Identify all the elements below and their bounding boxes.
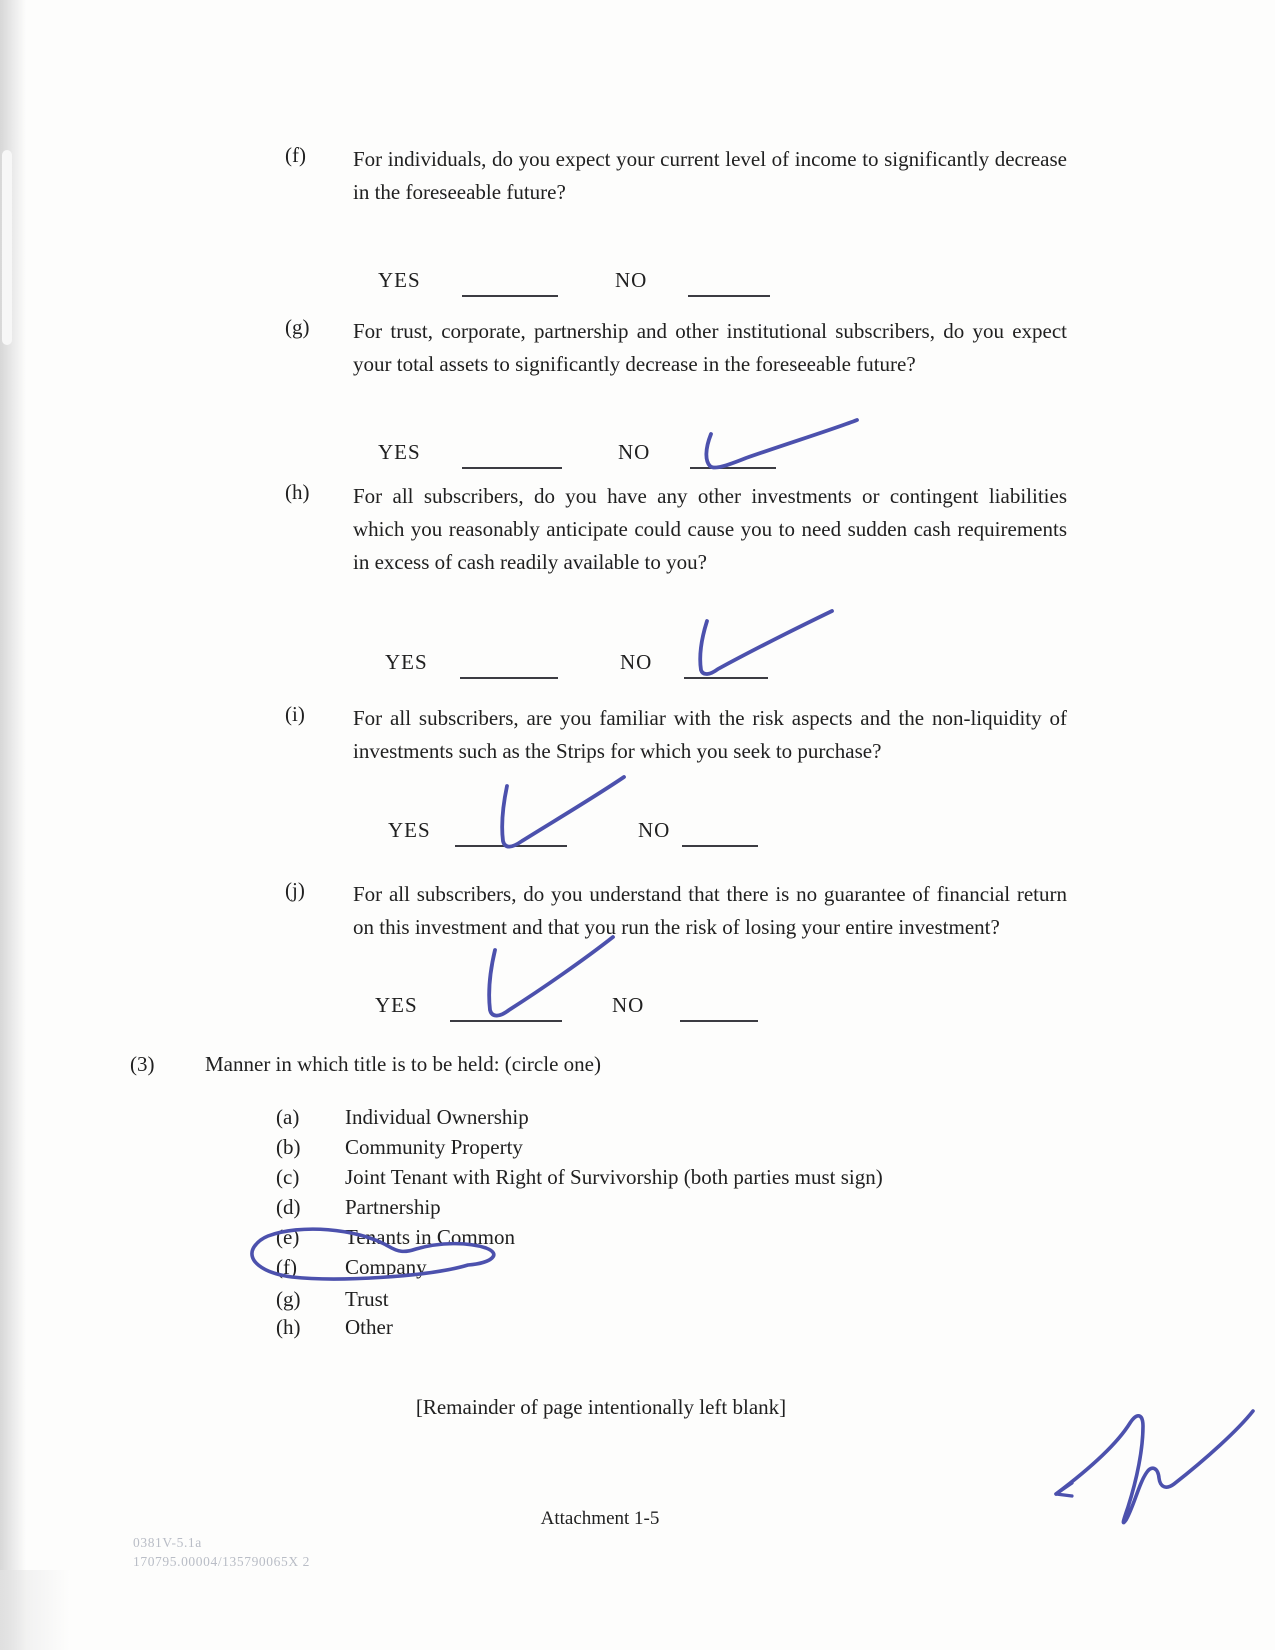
section-3-number: (3) <box>130 1052 155 1076</box>
option-a-letter: (a) <box>276 1105 300 1129</box>
option-f-letter: (f) <box>276 1255 297 1279</box>
no-label-i: NO <box>638 818 671 842</box>
remainder-note: [Remainder of page intentionally left blank] <box>415 1395 787 1419</box>
option-row-a <box>0 1105 1275 1135</box>
option-row-b <box>0 1135 1275 1165</box>
option-g-label: Trust <box>345 1287 389 1311</box>
scanner-edge-artifact-inner <box>2 150 12 345</box>
attachment-label: Attachment 1-5 <box>540 1508 660 1529</box>
question-h-letter: (h) <box>285 480 310 504</box>
yes-label-i: YES <box>388 818 431 842</box>
option-row-c <box>0 1165 1275 1195</box>
yes-blank-line-i <box>455 845 567 847</box>
option-f-label: Company <box>345 1255 427 1279</box>
question-j-letter: (j) <box>285 878 305 902</box>
yes-blank-line-j <box>450 1020 562 1022</box>
option-d-letter: (d) <box>276 1195 301 1219</box>
no-blank-line-j <box>680 1020 758 1022</box>
yes-label-j: YES <box>375 993 418 1017</box>
option-row-d <box>0 1195 1275 1225</box>
section-3-title: Manner in which title is to be held: (circle one) <box>205 1052 601 1076</box>
no-blank-line-i <box>682 845 758 847</box>
option-row-e <box>0 1225 1275 1255</box>
question-f-text: For individuals, do you expect your current level of income to significantly decrease in the foreseeable future? <box>353 147 1067 204</box>
question-h-text: For all subscribers, do you have any other investments or contingent liabilities which you reasonably anticipate could cause you to need sudden cash requirements in excess of cash readily available to you? <box>353 484 1067 574</box>
option-h-label: Other <box>345 1315 393 1339</box>
yes-label-h: YES <box>385 650 428 674</box>
question-i-letter: (i) <box>285 702 305 726</box>
yes-label-f: YES <box>378 268 421 292</box>
no-label-h: NO <box>620 650 653 674</box>
answer-row-h <box>0 650 1275 684</box>
answer-row-j <box>0 993 1275 1027</box>
option-b-letter: (b) <box>276 1135 301 1159</box>
option-b-label: Community Property <box>345 1135 523 1159</box>
option-c-letter: (c) <box>276 1165 300 1189</box>
option-a-label: Individual Ownership <box>345 1105 529 1129</box>
option-c-label: Joint Tenant with Right of Survivorship (both parties must sign) <box>345 1165 883 1189</box>
option-e-letter: (e) <box>276 1225 300 1249</box>
signature-initial <box>1056 1411 1253 1523</box>
no-label-g: NO <box>618 440 651 464</box>
question-g-text: For trust, corporate, partnership and other institutional subscribers, do you expect your total assets to significantly decrease in the foreseeable future? <box>353 319 1067 376</box>
question-f-letter: (f) <box>285 143 306 167</box>
option-row-h <box>0 1315 1275 1345</box>
answer-row-i <box>0 818 1275 852</box>
question-i-text: For all subscribers, are you familiar with the risk aspects and the non-liquidity of investments such as the Strips for which you seek to purchase? <box>353 706 1067 763</box>
option-d-label: Partnership <box>345 1195 441 1219</box>
doc-control-line2: 170795.00004/135790065X 2 <box>133 1554 310 1569</box>
question-g-letter: (g) <box>285 315 310 339</box>
no-label-j: NO <box>612 993 645 1017</box>
option-row-g <box>0 1287 1275 1317</box>
doc-control-line1: 0381V-5.1a <box>133 1535 202 1550</box>
no-blank-line-h <box>684 677 768 679</box>
yes-blank-line-g <box>462 467 562 469</box>
question-j-text: For all subscribers, do you understand that there is no guarantee of financial return on this investment and that you run the risk of losing your entire investment? <box>353 882 1067 939</box>
no-blank-line-f <box>688 295 770 297</box>
answer-row-g <box>0 440 1275 474</box>
no-label-f: NO <box>615 268 648 292</box>
yes-blank-line-h <box>460 677 558 679</box>
doc-control-numbers <box>133 1533 310 1571</box>
no-blank-line-g <box>690 467 776 469</box>
signature-arrowhead <box>1056 1483 1072 1496</box>
option-h-letter: (h) <box>276 1315 301 1339</box>
yes-blank-line-f <box>462 295 558 297</box>
option-e-label: Tenants in Common <box>345 1225 516 1249</box>
option-row-f-circled <box>0 1255 1275 1285</box>
option-g-letter: (g) <box>276 1287 301 1311</box>
scanner-corner-smudge <box>0 1570 70 1650</box>
answer-row-f <box>0 268 1275 302</box>
yes-label-g: YES <box>378 440 421 464</box>
